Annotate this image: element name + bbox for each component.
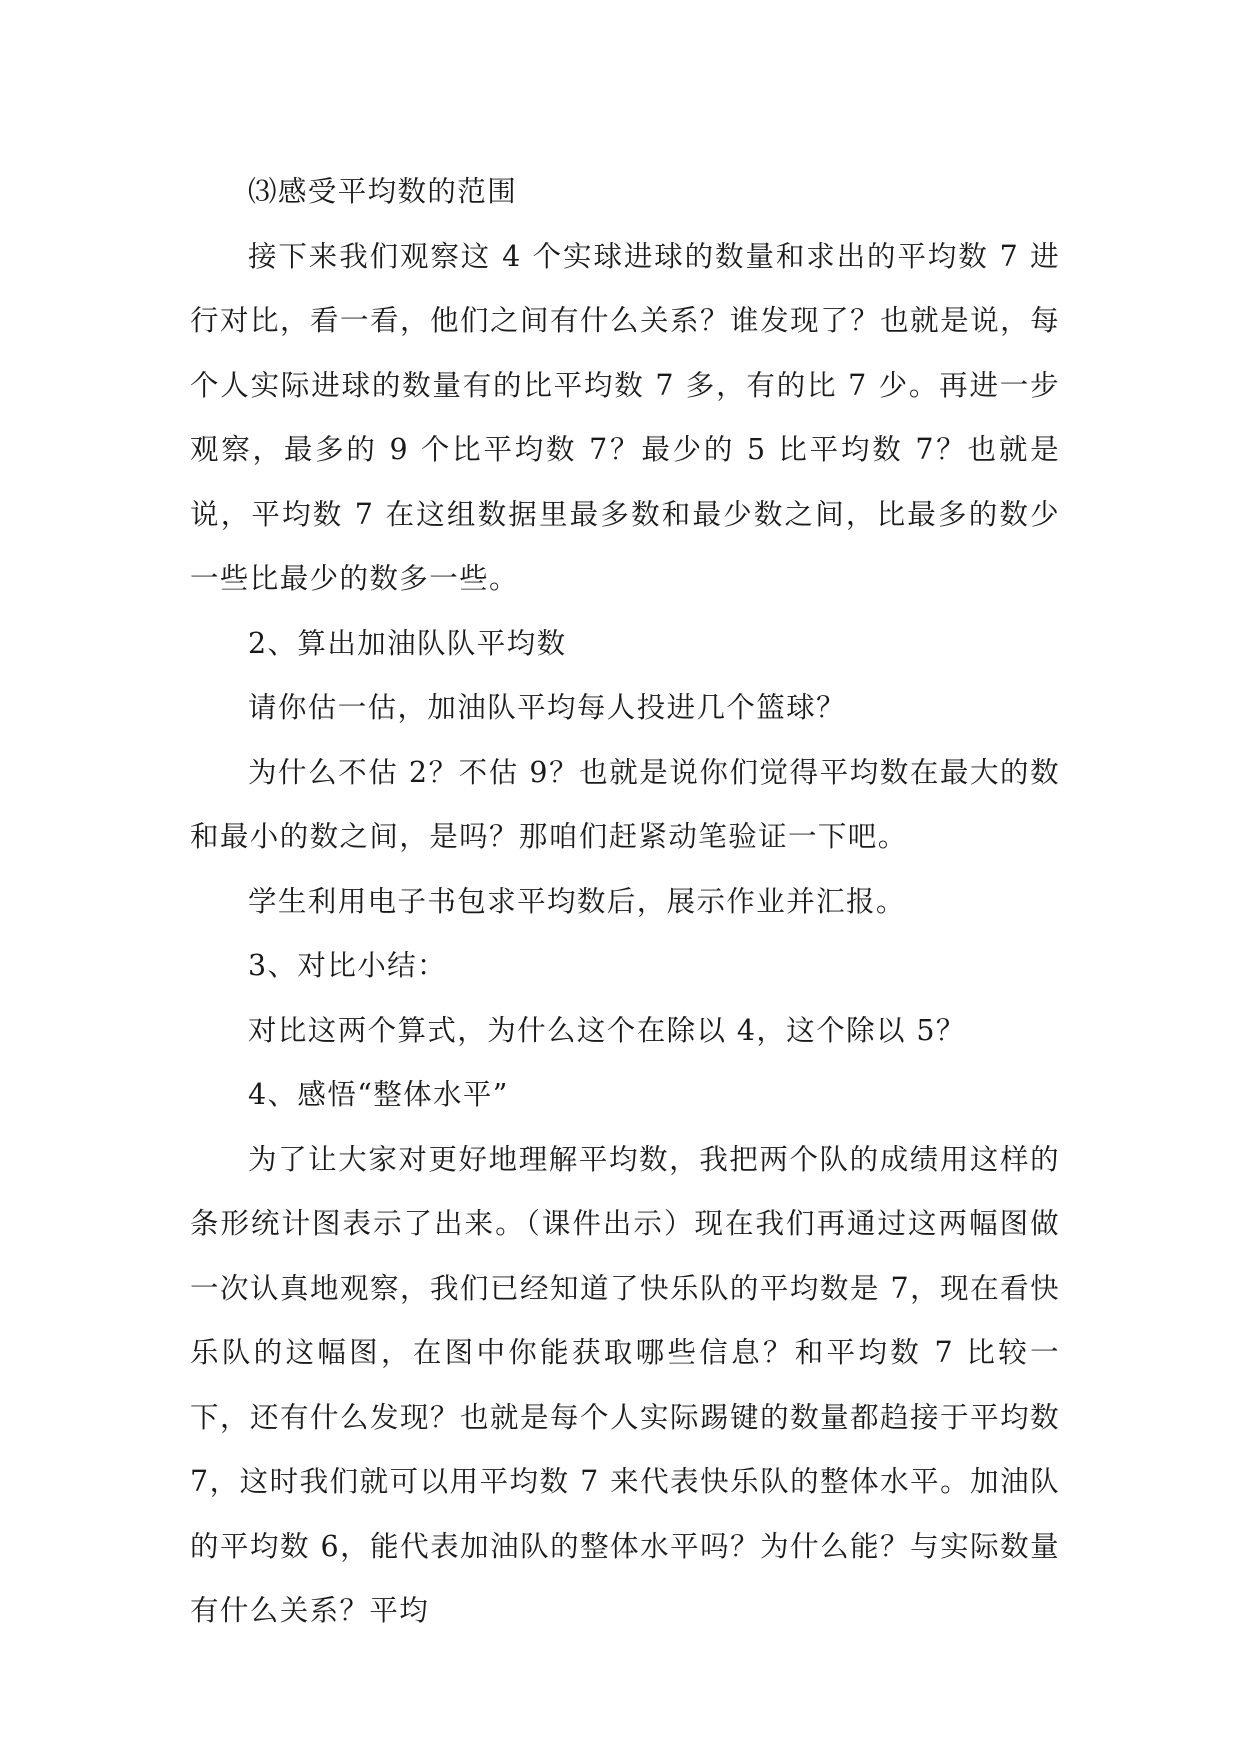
- section-heading-calc-average: 2、算出加油队队平均数: [248, 626, 567, 660]
- paragraph-bar-chart-explanation: 为了让大家对更好地理解平均数，我把两个队的成绩用这样的条形统计图表示了出来。（课件出示）现在我们再通过这两幅图做一次认真地观察，我们已经知道了快乐队的平均数是 7，现在看快乐队的这幅图，在图中你能获取哪些信息？和平均数 7 比较一下，还有什么发现？也就是每个人实际踢键的数量都趋接于平均数 7，这时我们就可以用平均数 7 来代表快乐队的整体水平。加油队的平均数 6，能代表加油队的整体水平吗？为什么能？与实际数量有什么关系？平均: [190, 1142, 1060, 1627]
- section-heading-overall-level: 4、感悟“整体水平”: [248, 1078, 509, 1111]
- section-heading-average-range: ⑶感受平均数的范围: [248, 175, 518, 208]
- paragraph-compare-formulas: 对比这两个算式，为什么这个在除以 4，这个除以 5？: [248, 1013, 966, 1047]
- paragraph-compare-balls: 接下来我们观察这 4 个实球进球的数量和求出的平均数 7 进行对比，看一看，他们之间有什么关系？谁发现了？也就是说，每个人实际进球的数量有的比平均数 7 多，有的比 7 少。再进一步观察，最多的 9 个比平均数 7？最少的 5 比平均数 7？也就是说，平均数 7 在这组数据里最多数和最少数之间，比最多的数少一些比最少的数多一些。: [190, 239, 1060, 595]
- paragraph-estimate: 请你估一估，加油队平均每人投进几个篮球？: [248, 691, 847, 724]
- paragraph-students-report: 学生利用电子书包求平均数后，展示作业并汇报。: [248, 884, 906, 918]
- paragraph-why-not-estimate: 为什么不估 2？不估 9？也就是说你们觉得平均数在最大的数和最小的数之间，是吗？那咱们赶紧动笔验证一下吧。: [190, 755, 1060, 853]
- section-heading-summary: 3、对比小结：: [248, 949, 447, 982]
- document-page: [190, 160, 1060, 1644]
